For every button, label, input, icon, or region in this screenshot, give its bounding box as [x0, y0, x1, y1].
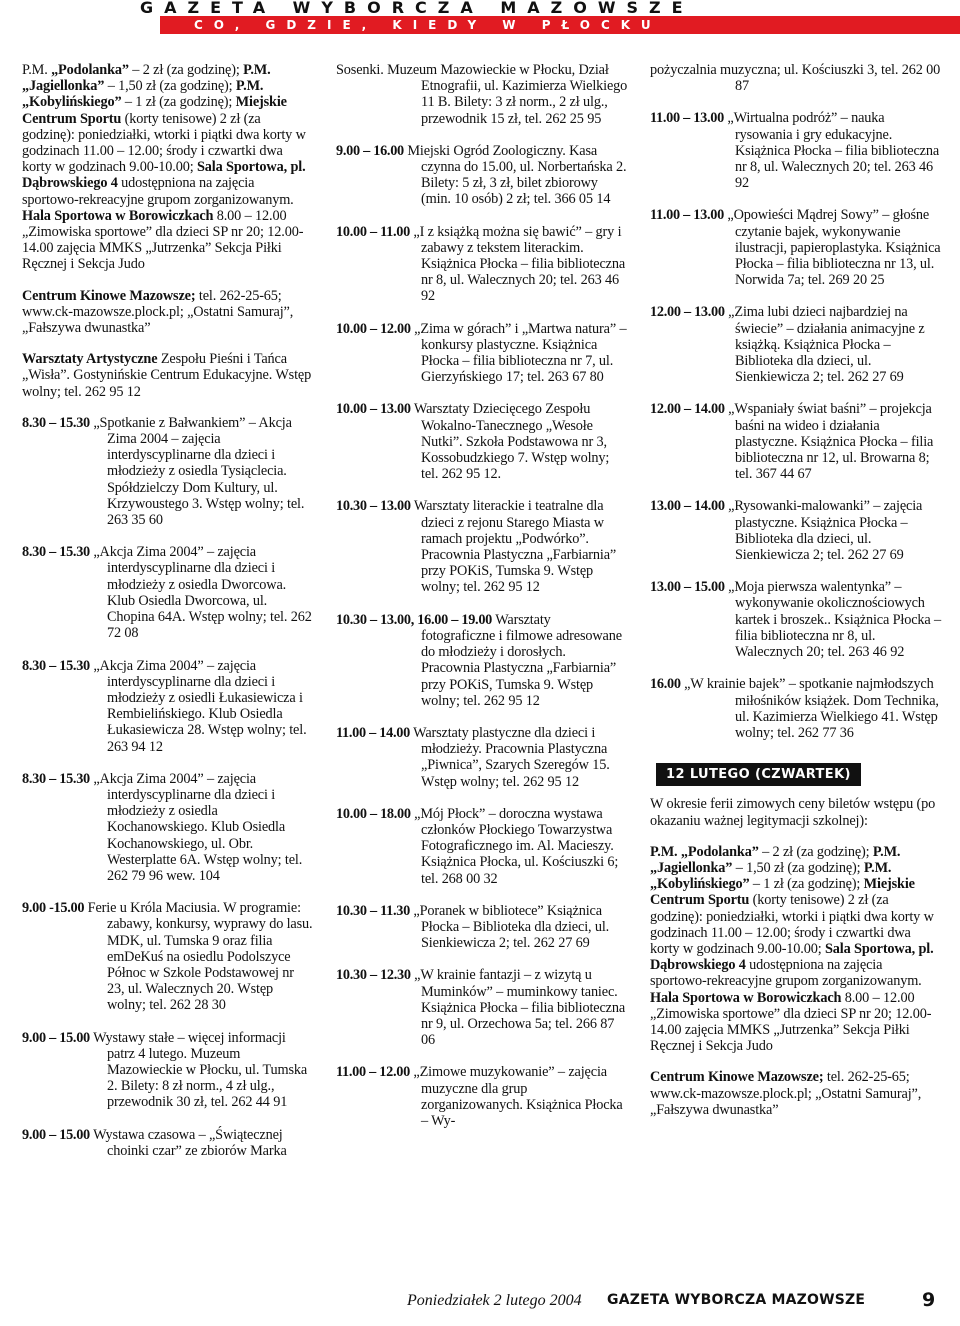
event-entry [336, 903, 628, 952]
event-entry [336, 1064, 628, 1129]
event-time: 12.00 – 14.00 [650, 401, 725, 418]
event-time: 10.00 – 18.00 [336, 805, 411, 822]
event-text: „W krainie fantazji – z wizytą u Muminków” – muminkowy taniec. Książnica Płocka – filia biblioteczna nr 9, ul. Orzechowa 5a; tel. 266 87 06 [414, 967, 626, 1049]
event-list [650, 110, 942, 741]
event-time: 13.00 – 14.00 [650, 498, 725, 515]
event-entry [336, 725, 628, 790]
intro-paragraph: W okresie ferii zimowych ceny biletów wstępu (po okazaniu ważnej legitymacji szkolnej): [650, 796, 936, 829]
event-text: „Wirtualna podróż” – nauka rysowania i gry edukacyjne. Książnica Płocka – filia biblioteczna nr 8, ul. Walecznych 20; tel. 263 46 92 [727, 110, 940, 192]
event-time: 9.00 – 16.00 [336, 142, 404, 159]
event-text: „I z książką można się bawić” – gry i zabawy z tekstem literackim. Książnica Płocka – filia biblioteczna nr 8, ul. Walecznych 20; tel. 263 46 92 [413, 223, 626, 305]
event-text: „Akcja Zima 2004” – zajęcia interdyscyplinarne dla dzieci i młodzieży z osiedli Łukasiewicza i Rembielińskiego. Klub Osiedla Łukasiewicza 28. Wstęp wolny; tel. 263 94 12 [93, 657, 307, 755]
event-entry [22, 415, 314, 528]
event-time: 11.00 – 13.00 [650, 207, 724, 224]
event-text: Wystawa czasowa – „Świątecznej choinki czar” ze zbiorów Marka [93, 1126, 287, 1159]
event-continued: Sosenki. Muzeum Mazowieckie w Płocku, Dział Etnografii, ul. Kazimierza Wielkiego 11 B. Bilety: 3 zł norm., 2 zł ulg., przewodnik 15 zł, tel. 262 25 95 [336, 62, 628, 127]
event-time: 11.00 – 13.00 [650, 110, 724, 127]
event-entry [650, 401, 942, 482]
event-list [22, 415, 314, 1159]
column-2 [336, 62, 628, 1145]
event-text: „Moja pierwsza walentynka” – wykonywanie okolicznościowych kartek i broszek.. Książnica Płocka – filia biblioteczna nr 8, ul. Walecznych 20; tel. 263 46 92 [728, 579, 942, 661]
event-text: Warsztaty literackie i teatralne dla dzieci z rejonu Starego Miasta w ramach projektu „Podwórko”. Pracownia Plastyczna „Farbiarnia” przy POKiS, Tumska 9. Wstęp wolny; tel. 262 95 12 [413, 498, 617, 596]
event-entry [336, 224, 628, 305]
event-entry [22, 900, 314, 1013]
event-text: Warsztaty plastyczne dla dzieci i młodzieży. Pracownia Plastyczna „Piwnica”, Szarych Szeregów 15. Wstęp wolny; tel. 262 95 12 [413, 724, 610, 790]
masthead [0, 0, 960, 34]
event-entry [22, 1030, 314, 1111]
event-entry [336, 401, 628, 482]
event-time: 8.30 – 15.30 [22, 770, 90, 787]
event-text: „Zimowe muzykowanie” – zajęcia muzyczne dla grup zorganizowanych. Książnica Płocka – Wy- [413, 1064, 623, 1129]
masthead-subtitle: CO, GDZIE, KIEDY W PŁOCKU [194, 18, 662, 32]
masthead-bar [160, 16, 960, 34]
event-entry [336, 143, 628, 208]
event-time: 10.30 – 13.00, 16.00 – 19.00 [336, 611, 493, 628]
workshops-paragraph: Warsztaty Artystyczne Zespołu Pieśni i Tańca „Wisła”. Gostynińskie Centrum Edukacyjne. Wstęp wolny; tel. 262 95 12 [22, 351, 312, 400]
event-time: 13.00 – 15.00 [650, 579, 725, 596]
event-entry [650, 579, 942, 660]
masthead-title: GAZETA WYBORCZA MAZOWSZE [140, 0, 694, 16]
event-entry [336, 967, 628, 1048]
event-text: Warsztaty Dziecięcego Zespołu Wokalno-Tanecznego „Wesołe Nutki”. Szkoła Podstawowa nr 3, Kossobudzkiego 7. Wstęp wolny; tel. 262 95 12. [413, 401, 610, 483]
event-time: 8.30 – 15.30 [22, 544, 90, 561]
cinema-paragraph: Centrum Kinowe Mazowsze; tel. 262-25-65; www.ck-mazowsze.plock.pl; „Ostatni Samuraj”, „Fałszywa dwunastka” [650, 1069, 922, 1118]
event-text: Warsztaty fotograficzne i filmowe adresowane do młodzieży i dorosłych. Pracownia Plastyczna „Farbiarnia” przy POKiS, Tumska 9. Wstęp wolny; tel. 262 95 12 [421, 611, 622, 709]
event-entry [22, 658, 314, 755]
event-time: 9.00 – 15.00 [22, 1126, 90, 1143]
event-continued: pożyczalnia muzyczna; ul. Kościuszki 3, tel. 262 00 87 [650, 62, 941, 95]
event-time: 10.00 – 11.00 [336, 223, 410, 240]
event-entry [336, 612, 628, 709]
event-entry [650, 304, 942, 385]
event-text: Wystawy stałe – więcej informacji patrz 4 lutego. Muzeum Mazowieckie w Płocku, ul. Tumska 2. Bilety: 8 zł norm., 4 zł ulg., przewodnik 30 zł, tel. 262 44 91 [93, 1029, 308, 1111]
event-time: 12.00 – 13.00 [650, 304, 725, 321]
event-entry [650, 207, 942, 288]
event-text: „Opowieści Mądrej Sowy” – głośne czytanie bajek, wykonywanie ilustracji, papieroplastyka. Książnica Płocka – filia biblioteczna nr 13, ul. Norwida 7a; tel. 269 20 25 [727, 207, 941, 289]
prices-paragraph: P.M. „Podolanka” – 2 zł (za godzinę); P.M. „Jagiellonka” – 1,50 zł (za godzinę); P.M. „Kobylińskiego” – 1 zł (za godzinę); Miejskie Centrum Sportu (korty tenisowe) 2 zł (za godzinę): poniedziałki, wtorki i piątki dwa korty w godzinach 11.00 – 12.00; środy i czwartki dwa korty w godzinach 9.00-10.00; Sala Sportowa, pl. Dąbrowskiego 4 udostępniona na zajęcia sportowo-rekreacyjne grupom zorganizowanym. Hala Sportowa w Borowiczkach 8.00 – 12.00 „Zimowiska sportowe” dla dzieci SP nr 20; 12.00-14.00 zajęcia MMKS „Jutrzenka” Sekcja Piłki Ręcznej i Sekcja Judo [650, 843, 934, 1055]
event-time: 11.00 – 12.00 [336, 1064, 410, 1081]
event-text: Miejski Ogród Zoologiczny. Kasa czynna do 15.00, ul. Norbertańska 2. Bilety: 5 zł, 3 zł, bilet zbiorowy (min. 10 osób) 2 zł; tel. 366 05 14 [407, 142, 627, 208]
event-entry [336, 498, 628, 595]
event-time: 9.00 – 15.00 [22, 1029, 90, 1046]
page-footer [0, 1290, 960, 1314]
prices-paragraph: P.M. „Podolanka” – 2 zł (za godzinę); P.M. „Jagiellonka” – 1,50 zł (za godzinę); P.M. „Kobylińskiego” – 1 zł (za godzinę); Miejskie Centrum Sportu (korty tenisowe) 2 zł (za godzinę): poniedziałki, wtorki i piątki dwa korty w godzinach 11.00 – 12.00; środy i czwartki dwa korty w godzinach 9.00-10.00; Sala Sportowa, pl. Dąbrowskiego 4 udostępniona na zajęcia sportowo-rekreacyjne grupom zorganizowanym. Hala Sportowa w Borowiczkach 8.00 – 12.00 „Zimowiska sportowe” dla dzieci SP nr 20; 12.00-14.00 zajęcia MMKS „Jutrzenka” Sekcja Piłki Ręcznej i Sekcja Judo [22, 62, 306, 273]
event-time: 10.30 – 12.30 [336, 967, 411, 984]
event-entry [650, 498, 942, 563]
event-time: 11.00 – 14.00 [336, 724, 410, 741]
event-time: 8.30 – 15.30 [22, 657, 90, 674]
event-text: „Poranek w bibliotece” Książnica Płocka – Biblioteka dla dzieci, ul. Sienkiewicza 2; tel. 262 27 69 [413, 902, 610, 952]
event-time: 16.00 [650, 676, 681, 693]
event-time: 8.30 – 15.30 [22, 414, 90, 431]
event-text: „Rysowanki-malowanki” – zajęcia plastyczne. Książnica Płocka – Biblioteka dla dzieci, ul. Sienkiewicza 2; tel. 262 27 69 [728, 498, 923, 564]
event-text: „Zima lubi dzieci najbardziej na świecie” – działania animacyjne z książką. Książnica Płocka – Biblioteka dla dzieci, ul. Sienkiewicza 2; tel. 262 27 69 [728, 304, 925, 386]
event-time: 9.00 -15.00 [22, 900, 85, 917]
event-entry [650, 110, 942, 191]
event-text: „Zima w górach” i „Martwa natura” – konkursy plastyczne. Książnica Płocka – filia biblioteczna nr 7, ul. Gierzyńskiego 17; tel. 263 67 80 [414, 320, 627, 386]
event-text: „Akcja Zima 2004” – zajęcia interdyscyplinarne dla dzieci i młodzieży z osiedla Kochanowskiego. Klub Osiedla Kochanowskiego, ul. Obr. Westerplatte 6A. Wstęp wolny; tel. 262 79 96 wew. 104 [93, 770, 303, 884]
footer-brand: GAZETA WYBORCZA MAZOWSZE [607, 1292, 866, 1308]
event-list [336, 143, 628, 1129]
event-entry [22, 1127, 314, 1159]
event-text: „Akcja Zima 2004” – zajęcia interdyscyplinarne dla dzieci i młodzieży z osiedla Dworcowa. Klub Osiedla Dworcowa, ul. Chopina 64A. Wstęp wolny; tel. 262 72 08 [93, 544, 312, 642]
column-1 [22, 62, 314, 1175]
event-text: Ferie u Króla Maciusia. W programie: zabawy, konkursy, wyprawy do lasu. MDK, ul. Tumska 9 oraz filia emDeKuś na osiedlu Podolszyce Północ w Szkole Podstawowej nr 23, ul. Walecznych 20. Wstęp wolny; tel. 262 28 30 [87, 900, 313, 1014]
event-text: „Mój Płock” – doroczna wystawa członków Płockiego Towarzystwa Fotograficznego im. Al. Macieszy. Książnica Płocka, ul. Kościuszki 6; tel. 268 00 32 [414, 805, 619, 887]
event-text: „W krainie bajek” – spotkanie najmłodszych miłośników książek. Dom Technika, ul. Kazimierza Wielkiego 41. Wstęp wolny; tel. 262 77 36 [684, 676, 939, 741]
event-time: 10.00 – 12.00 [336, 320, 411, 337]
event-time: 10.30 – 11.30 [336, 902, 410, 919]
event-entry [336, 321, 628, 386]
column-3 [650, 62, 942, 1133]
event-text: „Spotkanie z Bałwankiem” – Akcja Zima 2004 – zajęcia interdyscyplinarne dla dzieci i młodzieży z osiedla Tysiąclecia. Spółdzielczy Dom Kultury, ul. Krzywoustego 3. Wstęp wolny; tel. 263 35 60 [93, 414, 305, 529]
page-number: 9 [922, 1289, 936, 1311]
footer-date: Poniedziałek 2 lutego 2004 [407, 1292, 582, 1309]
date-heading-band: 12 LUTEGO (CZWARTEK) [656, 763, 861, 786]
event-time: 10.30 – 13.00 [336, 498, 411, 515]
event-entry [22, 544, 314, 641]
event-entry [336, 806, 628, 887]
event-time: 10.00 – 13.00 [336, 401, 411, 418]
event-text: „Wspaniały świat baśni” – projekcja baśni na wideo i działania plastyczne. Książnica Płocka – filia biblioteczna nr 12, ul. Browarna 8; tel. 367 44 67 [728, 401, 934, 483]
event-entry [650, 676, 942, 741]
cinema-paragraph: Centrum Kinowe Mazowsze; tel. 262-25-65; www.ck-mazowsze.plock.pl; „Ostatni Samuraj”, „Fałszywa dwunastka” [22, 287, 294, 337]
event-entry [22, 771, 314, 884]
